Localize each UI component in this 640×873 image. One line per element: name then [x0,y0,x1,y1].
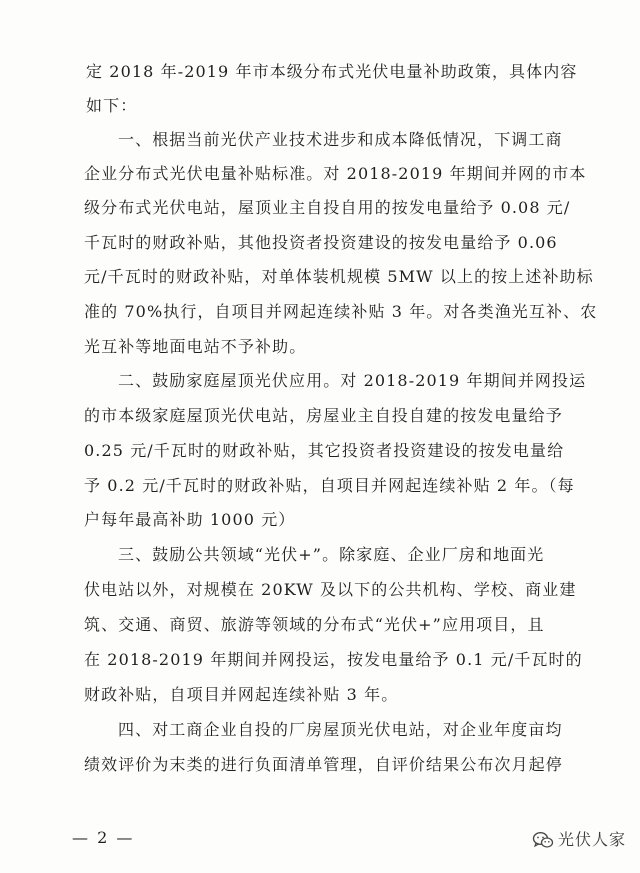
page-number: — 2 — [72,828,135,847]
text-line: 二、鼓励家庭屋顶光伏应用。对 2018-2019 年期间并网投运 [118,371,587,390]
text-line: 级分布式光伏电站，屋顶业主自投自用的按发电量给予 0.08 元/ [84,198,571,217]
text-line: 三、鼓励公共领域“光伏+”。除家庭、企业厂房和地面光 [118,545,545,564]
text-line: 一、根据当前光伏产业技术进步和成本降低情况，下调工商 [118,130,563,149]
text-line: 0.25 元/千瓦时的财政补贴，其它投资者投资建设的按发电量给 [84,441,565,460]
text-line: 元/千瓦时的财政补贴，对单体装机规模 5MW 以上的按上述补助标 [84,267,594,286]
text-line: 伏电站以外，对规模在 20KW 及以下的公共机构、学校、商业建 [84,580,577,599]
text-line: 定 2018 年-2019 年市本级分布式光伏电量补助政策，具体内容 [86,62,578,81]
text-line: 在 2018-2019 年期间并网投运，按发电量给予 0.1 元/千瓦时的 [84,650,583,669]
text-line: 四、对工商企业自投的厂房屋顶光伏电站，对企业年度亩均 [118,720,563,739]
text-line: 千瓦时的财政补贴，其他投资者投资建设的按发电量给予 0.06 [84,233,558,252]
text-line: 户每年最高补助 1000 元） [84,510,296,529]
text-line: 准的 70%执行，自项目并网起连续补贴 3 年。对各类渔光互补、农 [84,302,598,321]
wechat-icon [532,831,554,849]
text-line: 的市本级家庭屋顶光伏电站，房屋业主自投自建的按发电量给予 [84,406,563,425]
watermark-text: 光伏人家 [557,830,626,849]
text-line: 财政补贴，自项目并网起连续补贴 3 年。 [84,685,399,704]
text-line: 企业分布式光伏电量补贴标准。对 2018-2019 年期间并网的市本 [84,164,587,183]
text-line: 绩效评价为末类的进行负面清单管理，自评价结果公布次月起停 [84,755,563,774]
text-line: 如下： [86,96,138,115]
text-line: 筑、交通、商贸、旅游等领域的分布式“光伏+”应用项目，且 [84,615,545,634]
watermark [532,831,626,849]
text-line: 光互补等地面电站不予补助。 [84,337,307,356]
text-line: 予 0.2 元/千瓦时的财政补贴，自项目并网起连续补贴 2 年。（每 [84,476,575,495]
